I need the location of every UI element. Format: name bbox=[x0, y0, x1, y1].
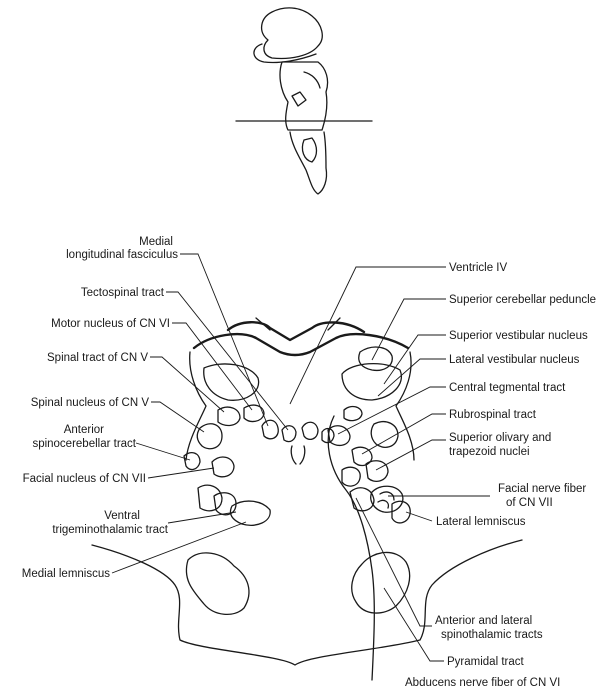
label-abducens-nerve-fiber: Abducens nerve fiber of CN VI bbox=[405, 677, 561, 689]
leader-tectospinal bbox=[166, 292, 288, 430]
label-sup-olivary-line1: Superior olivary and bbox=[449, 432, 552, 444]
leader-central-tegmental bbox=[338, 387, 446, 434]
label-spinothalamic-line1: Anterior and lateral bbox=[435, 615, 533, 627]
label-ant-spinocerebellar-line1: Anterior bbox=[63, 424, 104, 436]
spinal-nucleus-cn5-right bbox=[371, 422, 398, 448]
pyramidal-tract-left bbox=[186, 553, 249, 615]
leader-lines bbox=[112, 254, 490, 661]
brainstem-inset bbox=[236, 8, 372, 194]
label-ant-spinocerebellar-line2: spinocerebellar tract bbox=[32, 438, 136, 450]
label-sup-vestibular-nucleus: Superior vestibular nucleus bbox=[449, 330, 588, 342]
labels-left bbox=[22, 236, 178, 580]
mlf-right bbox=[302, 422, 318, 439]
label-facial-nucleus-cn7: Facial nucleus of CN VII bbox=[22, 473, 146, 485]
label-pyramidal-tract: Pyramidal tract bbox=[447, 656, 524, 668]
label-lat-vestibular-nucleus: Lateral vestibular nucleus bbox=[449, 354, 580, 366]
label-ventral-trigem-line1: Ventral bbox=[104, 510, 140, 522]
leader-sup-cerebellar bbox=[372, 299, 446, 360]
label-mlf-line2: longitudinal fasciculus bbox=[66, 249, 178, 261]
label-facial-nerve-line2: of CN VII bbox=[506, 497, 553, 509]
label-spinal-nucleus-cn5: Spinal nucleus of CN V bbox=[30, 397, 149, 409]
label-medial-lemniscus: Medial lemniscus bbox=[21, 568, 110, 580]
label-facial-nerve-line1: Facial nerve fiber bbox=[498, 483, 587, 495]
label-spinothalamic-line2: spinothalamic tracts bbox=[441, 629, 543, 641]
label-motor-nucleus-cn6: Motor nucleus of CN VI bbox=[51, 318, 170, 330]
leader-rubrospinal bbox=[362, 414, 446, 454]
superior-olive-right bbox=[366, 461, 388, 482]
abducens-fiber-path bbox=[328, 416, 374, 680]
label-spinal-tract-cn5: Spinal tract of CN V bbox=[47, 352, 148, 364]
leader-ant-spinocerebellar bbox=[136, 443, 190, 460]
labels-right bbox=[405, 262, 596, 689]
basis-pontis-outline bbox=[92, 540, 522, 665]
label-rubrospinal: Rubrospinal tract bbox=[449, 409, 536, 421]
label-ventral-trigem-line2: trigeminothalamic tract bbox=[52, 524, 168, 536]
raphe-midline bbox=[291, 446, 305, 464]
label-mlf-line1: Medial bbox=[139, 236, 173, 248]
motor-nucleus-cn6-shape bbox=[244, 405, 264, 421]
leader-sup-vestibular bbox=[384, 335, 446, 384]
label-sup-cerebellar-peduncle: Superior cerebellar peduncle bbox=[449, 294, 597, 306]
spinal-nucleus-cn5-left bbox=[197, 424, 222, 449]
trapezoid-right bbox=[342, 467, 360, 486]
label-central-tegmental: Central tegmental tract bbox=[449, 382, 566, 394]
superior-cerebellar-peduncle-shape bbox=[359, 347, 393, 370]
leader-ventral-trigem bbox=[168, 512, 236, 523]
inset-olive bbox=[302, 138, 316, 162]
label-ventricle-iv: Ventricle IV bbox=[449, 262, 508, 274]
leader-mlf bbox=[180, 254, 268, 426]
leader-facial-nucleus bbox=[148, 468, 214, 478]
pyramidal-tract-right bbox=[352, 552, 410, 613]
mlf-left bbox=[262, 420, 278, 439]
label-sup-olivary-line2: trapezoid nuclei bbox=[449, 446, 530, 458]
inset-medulla bbox=[290, 132, 327, 194]
facial-nucleus-cn7-left bbox=[212, 457, 234, 477]
label-tectospinal: Tectospinal tract bbox=[80, 287, 164, 299]
motor-nucleus-cn6-right bbox=[344, 407, 362, 421]
facial-nerve-cluster-right bbox=[371, 486, 403, 512]
tectospinal-left bbox=[282, 426, 296, 442]
inset-pons-detail bbox=[292, 72, 320, 106]
vestibular-region-right bbox=[342, 364, 401, 400]
ventricle-iv-inner bbox=[256, 318, 340, 330]
inset-midbrain bbox=[262, 8, 323, 59]
label-lateral-lemniscus: Lateral lemniscus bbox=[436, 516, 526, 528]
ventricle-iv-roof bbox=[228, 322, 364, 340]
central-tegmental-right bbox=[328, 426, 350, 446]
